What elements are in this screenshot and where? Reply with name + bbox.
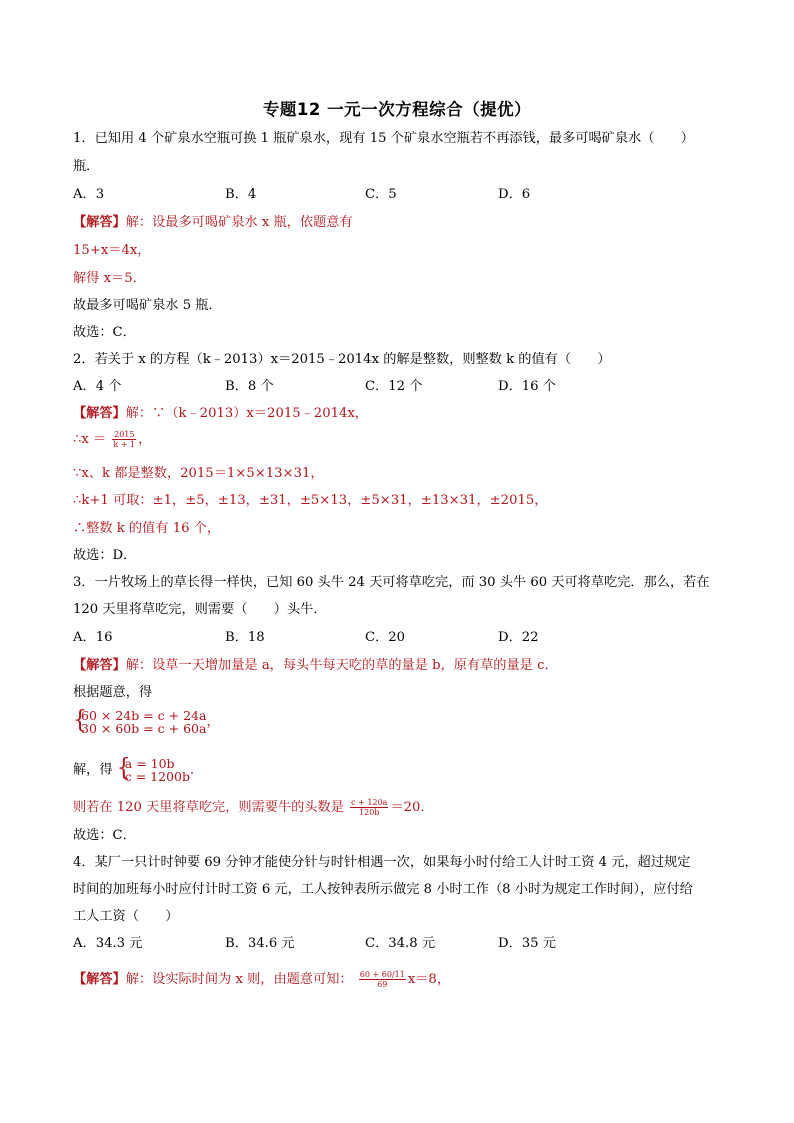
q2-stem-line-1: 2．若关于 x 的方程（k﹣2013）x＝2015﹣2014x 的解是整数，则整数 k 的值有（ ） [73, 352, 611, 367]
q4-option-d: D．35 元 [498, 936, 556, 951]
q1-solution-line-1 [73, 214, 353, 232]
q1-choice: 故选：C． [73, 325, 136, 340]
q1-stem-line-2: 瓶． [73, 159, 100, 174]
q2-option-c: C．12 个 [365, 379, 423, 394]
q3-system1-eq2: 30 × 60b = c + 60a [81, 721, 207, 736]
q1-stem-line-1: 1．已知用 4 个矿泉水空瓶可换 1 瓶矿泉水，现有 15 个矿泉水空瓶若不再添钱，最多可喝矿泉水（ ） [73, 131, 694, 146]
q4-option-a: A．34.3 元 [73, 936, 143, 951]
left-brace-icon: { [116, 754, 131, 783]
q2-x-equals: ∴x ＝ [73, 432, 107, 447]
q1-solution-line-2: 15+x＝4x， [73, 243, 151, 258]
q3-fraction-numerator: c + 120a [351, 798, 388, 807]
q4-option-b: B．34.6 元 [225, 936, 295, 951]
q3-system1-suffix: ， [206, 714, 220, 730]
q3-option-b: B．18 [225, 630, 265, 645]
q3-system2-suffix: ． [190, 762, 204, 778]
q3-conclusion-text: 则若在 120 天里将草吃完，则需要牛的头数是 [73, 800, 344, 815]
q1-solution-line-4: 故最多可喝矿泉水 5 瓶． [73, 298, 222, 313]
q3-solve-label: 解，得 [73, 762, 113, 778]
q3-solve-line [73, 754, 204, 784]
q4-stem-line-1: 4．某厂一只计时钟要 69 分钟才能使分针与时针相遇一次，如果每小时付给工人计时工资 4 元，超过规定 [73, 855, 691, 870]
q3-choice: 故选：C． [73, 828, 136, 843]
q3-system2-eq2: c = 1200b [124, 769, 190, 784]
q2-solution-line-3: ∵x、k 都是整数，2015＝1×5×13×31， [73, 466, 324, 481]
q1-solution-line-3: 解得 x＝5． [73, 271, 146, 286]
q2-option-a: A．4 个 [73, 379, 122, 394]
q2-choice: 故选：D． [73, 548, 137, 563]
q3-stem-line-2: 120 天里将草吃完，则需要（ ）头牛． [73, 602, 327, 617]
q3-system-1 [73, 706, 220, 736]
q3-fraction [350, 798, 388, 817]
q4-solution-line-1 [73, 970, 450, 989]
q3-stem-line-1: 3．一片牧场上的草长得一样快，已知 60 头牛 24 天可将草吃完，而 30 头牛 60 天可将草吃完．那么，若在 [73, 575, 710, 590]
q2-solution-line-2 [73, 430, 151, 449]
q4-fraction [359, 970, 406, 989]
q2-solution-text: 解：∵（k﹣2013）x＝2015﹣2014x， [125, 406, 368, 421]
q4-stem-line-2: 时间的加班每小时应付计时工资 6 元，工人按钟表所示做完 8 小时工作（8 小时为规定工作时间），应付给 [73, 882, 693, 897]
q3-system2-eq1: a = 10b [124, 756, 175, 771]
page-title: 专题12 一元一次方程综合（提优） [262, 100, 532, 119]
q3-system1-eq1: 60 × 24b = c + 24a [81, 708, 207, 723]
q2-solution-line-5: ∴整数 k 的值有 16 个， [73, 521, 221, 536]
q2-fraction-suffix: ， [138, 432, 152, 447]
q1-option-d: D．6 [498, 187, 531, 202]
q4-option-c: C．34.8 元 [365, 936, 436, 951]
q2-fraction [112, 430, 136, 449]
left-brace-icon: { [73, 706, 87, 735]
q1-option-b: B．4 [225, 187, 257, 202]
q2-fraction-denominator: k + 1 [113, 440, 136, 449]
q4-solution-text: 解：设实际时间为 x 则，由题意可知： [125, 972, 353, 987]
q1-option-a: A．3 [73, 187, 105, 202]
answer-tag: 【解答】 [73, 406, 126, 421]
answer-tag: 【解答】 [73, 658, 126, 673]
q1-solution-text: 解：设最多可喝矿泉水 x 瓶，依题意有 [125, 215, 353, 230]
q3-solution-text: 解：设草一天增加量是 a，每头牛每天吃的草的量是 b，原有草的量是 c． [125, 658, 558, 673]
q1-option-c: C．5 [365, 187, 397, 202]
q3-option-d: D．22 [498, 630, 539, 645]
q2-fraction-numerator: 2015 [114, 430, 135, 439]
q2-solution-line-4: ∴k+1 可取：±1，±5，±13，±31，±5×13，±5×31，±13×31，±2015， [73, 493, 548, 508]
q3-fraction-denominator: 120b [359, 808, 380, 817]
q3-option-c: C．20 [365, 630, 406, 645]
q3-solution-line-4 [73, 798, 434, 817]
q4-stem-line-3: 工人工资（ ） [73, 909, 179, 924]
q4-solution-suffix: x＝8， [407, 972, 451, 987]
q3-conclusion-suffix: ＝20． [390, 800, 434, 815]
q3-equation-system-1 [73, 706, 207, 736]
q4-fraction-numerator: 60 + 60/11 [359, 970, 405, 979]
answer-tag: 【解答】 [73, 972, 126, 987]
q3-equation-system-2 [116, 754, 190, 784]
q3-solution-line-1 [73, 657, 558, 675]
q2-option-d: D．16 个 [498, 379, 556, 394]
q4-fraction-denominator: 69 [377, 980, 388, 989]
answer-tag: 【解答】 [73, 215, 126, 230]
q2-solution-line-1 [73, 405, 368, 423]
q2-option-b: B．8 个 [225, 379, 274, 394]
q3-solution-line-2: 根据题意，得 [73, 685, 153, 700]
q3-option-a: A．16 [73, 630, 113, 645]
